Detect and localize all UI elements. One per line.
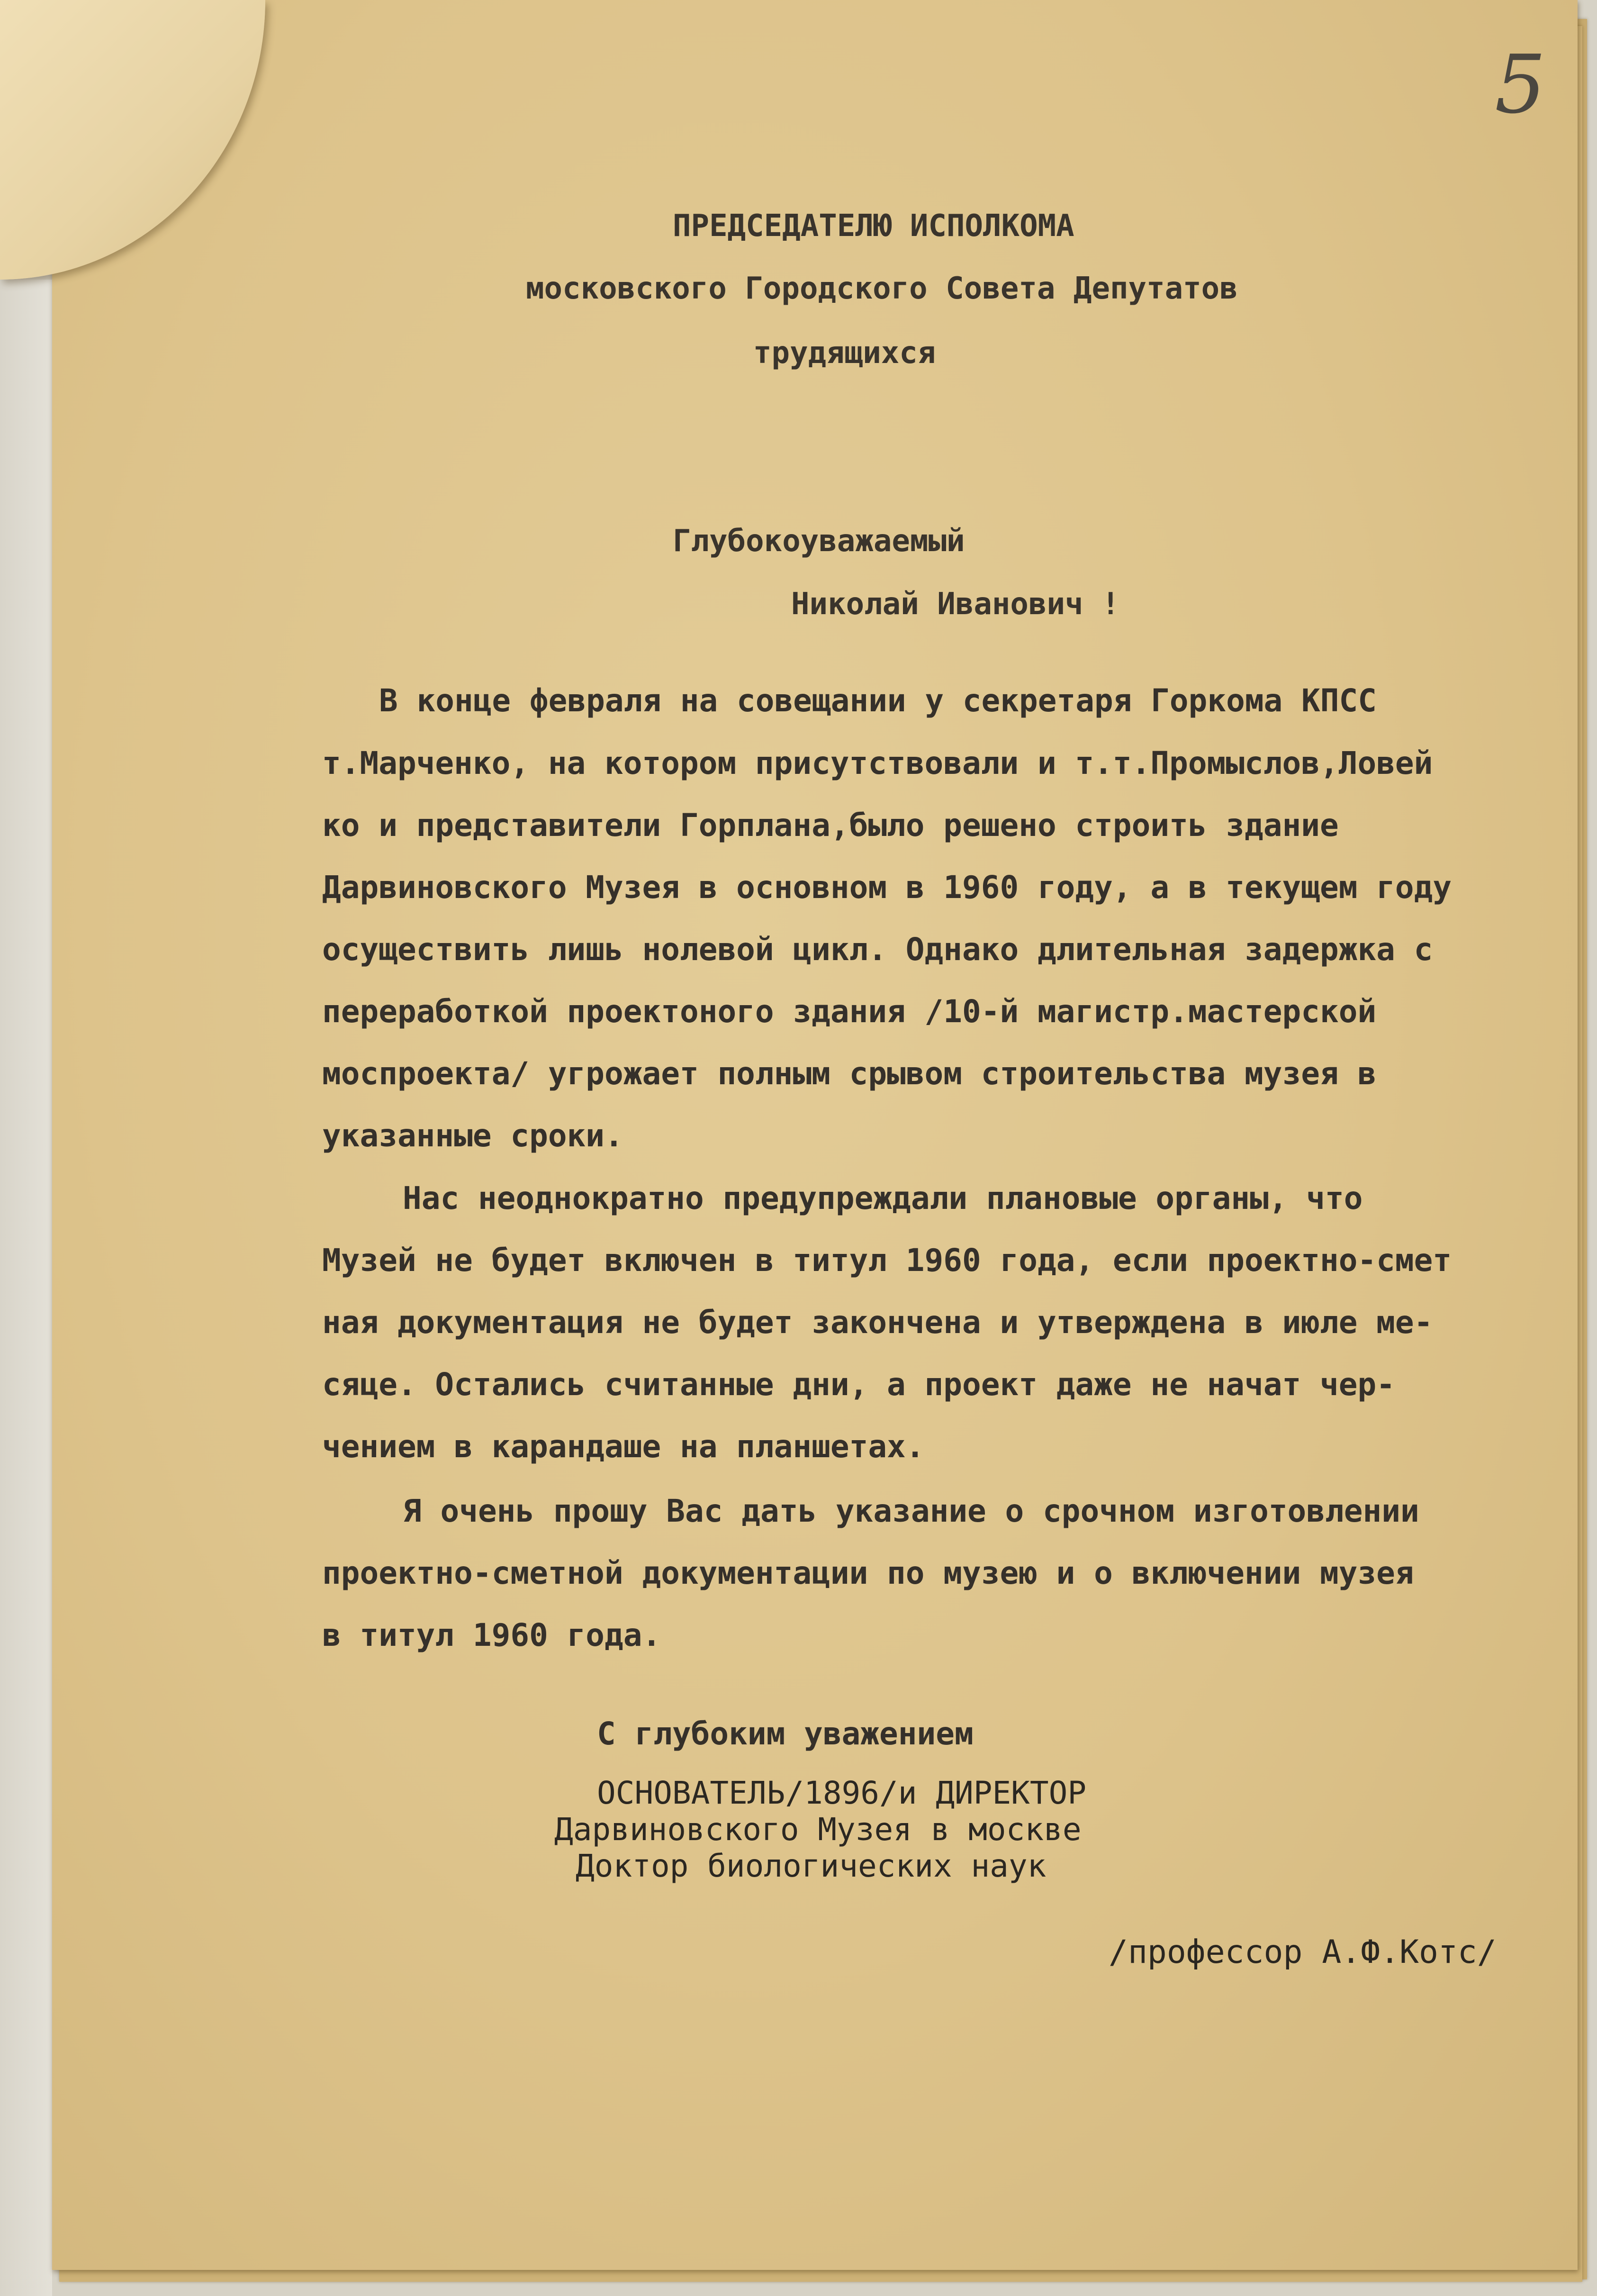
body-line: сяце. Остались считанные дни, а проект даже не начат чер- xyxy=(322,1366,1395,1403)
body-line: ко и представители Горплана,было решено строить здание xyxy=(322,807,1339,844)
body-line: Музей не будет включен в титул 1960 года, если проектно-смет xyxy=(322,1242,1452,1279)
addressee-line: трудящихся xyxy=(753,336,936,371)
body-line: указанные сроки. xyxy=(322,1117,623,1154)
body-line: Нас неоднократно предупреждали плановые органы, что xyxy=(403,1180,1363,1216)
body-line: в титул 1960 года. xyxy=(322,1617,661,1653)
signatory-line: ОСНОВАТЕЛЬ/1896/и ДИРЕКТОР xyxy=(597,1775,1087,1811)
signatory-line: Дарвиновского Музея в москве xyxy=(554,1811,1082,1848)
addressee-line: ПРЕДСЕДАТЕЛЮ ИСПОЛКОМА xyxy=(673,209,1074,244)
body-line: моспроекта/ угрожает полным срывом строительства музея в xyxy=(322,1055,1377,1092)
body-line: Я очень прошу Вас дать указание о срочном изготовлении xyxy=(403,1493,1419,1529)
closing-line: С глубоким уважением xyxy=(597,1715,974,1752)
background-strip xyxy=(0,280,52,2296)
body-line: ная документация не будет закончена и утверждена в июле ме- xyxy=(322,1304,1433,1341)
body-line: переработкой проектоного здания /10-й магистр.мастерской xyxy=(322,993,1377,1030)
signature-line: /профессор А.Ф.Котс/ xyxy=(1109,1933,1497,1971)
salutation-line: Николай Иванович ! xyxy=(791,587,1120,622)
signatory-line: Доктор биологических наук xyxy=(576,1848,1047,1884)
body-line: чением в карандаше на планшетах. xyxy=(322,1428,925,1465)
body-line: Дарвиновского Музея в основном в 1960 году, а в текущем году xyxy=(322,869,1452,906)
body-line: осуществить лишь нолевой цикл. Однако длительная задержка с xyxy=(322,931,1433,968)
body-line: проектно-сметной документации по музею и о включении музея xyxy=(322,1555,1414,1591)
body-line: В конце февраля на совещании у секретаря Горкома КПСС xyxy=(379,682,1377,719)
body-line: т.Марченко, на котором присутствовали и т.т.Промыслов,Ловей xyxy=(322,745,1433,781)
salutation-line: Глубокоуважаемый xyxy=(673,524,965,559)
page-number: 5 xyxy=(1495,38,1546,132)
addressee-line: московского Городского Совета Депутатов xyxy=(526,271,1238,306)
